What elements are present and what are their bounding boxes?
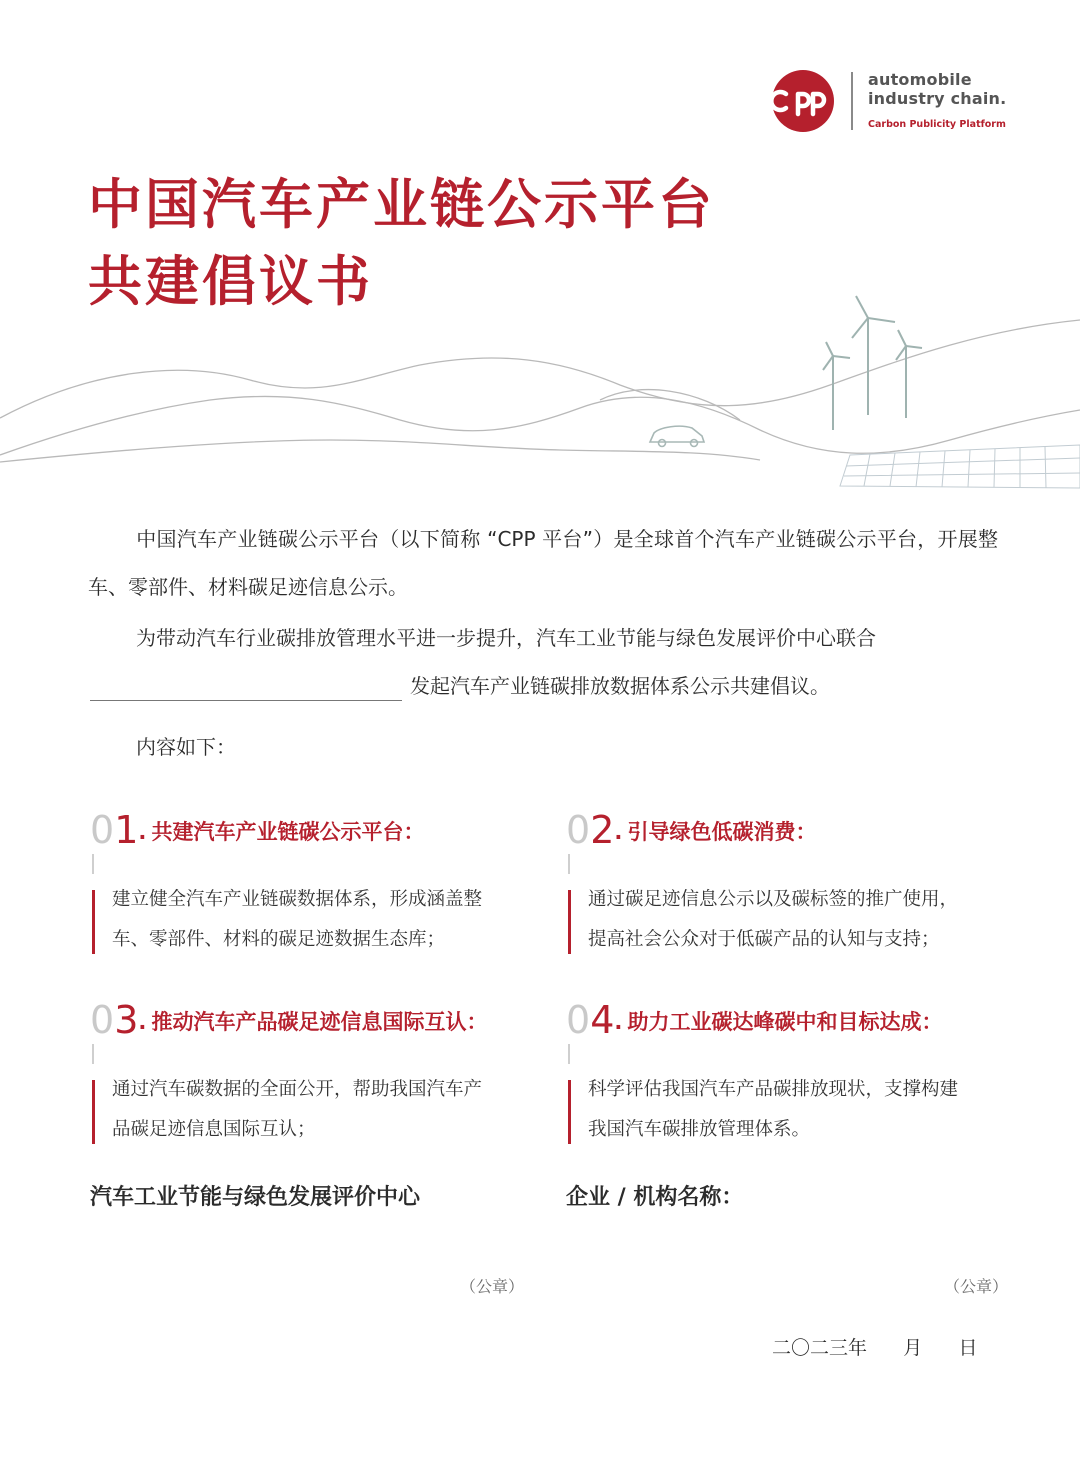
intro-paragraph-1: 中国汽车产业链碳公示平台（以下简称 “CPP 平台”）是全球首个汽车产业链碳公示平台，开展整车、零部件、材料碳足迹信息公示。 — [88, 527, 998, 599]
section-body-line: 品碳足迹信息国际互认； — [112, 1119, 316, 1140]
section-number: 03 — [90, 998, 139, 1042]
logo-text-automobile: automobile — [868, 70, 972, 89]
section-body-line: 通过碳足迹信息公示以及碳标签的推广使用， — [588, 889, 959, 910]
section-accent-bar — [568, 1080, 571, 1144]
content-label: 内容如下： — [136, 735, 236, 759]
section-body-line: 科学评估我国汽车产品碳排放现状，支撑构建 — [588, 1079, 959, 1100]
seal-left-label: （公章） — [460, 1277, 525, 1296]
section-title-dot: . — [138, 820, 147, 844]
logo-text-industry-chain: industry chain. — [868, 89, 1007, 108]
section-title-dot: . — [138, 1010, 147, 1034]
section-body-line: 提高社会公众对于低碳产品的认知与支持； — [588, 929, 940, 950]
blank-fill-line — [90, 700, 402, 701]
signatory-right-org-label: 企业 / 机构名称： — [566, 1185, 744, 1210]
cpp-logo-icon — [772, 70, 834, 132]
section-number: 04 — [566, 998, 615, 1042]
section-4 — [566, 998, 1006, 1150]
section-accent-bar — [568, 890, 571, 954]
section-2 — [566, 808, 1006, 960]
section-body-line: 建立健全汽车产业链碳数据体系，形成涵盖整 — [112, 889, 483, 910]
logo-text-platform: Carbon Publicity Platform — [868, 119, 1006, 130]
section-title: 助力工业碳达峰碳中和目标达成： — [627, 1010, 943, 1034]
intro-paragraph-2: 为带动汽车行业碳排放管理水平进一步提升，汽车工业节能与绿色发展评价中心联合 发起汽车产业链碳排放数据体系公示共建倡议。 — [136, 626, 876, 698]
page-title-line2: 共建倡议书 — [88, 250, 373, 313]
section-title-dot: . — [614, 820, 623, 844]
signature-date: 二〇二三年 月 日 — [772, 1337, 978, 1359]
section-title-dot: . — [614, 1010, 623, 1034]
landscape-illustration — [0, 290, 1080, 500]
section-tick — [92, 1044, 94, 1064]
section-title: 引导绿色低碳消费： — [627, 820, 817, 844]
seal-right-label: （公章） — [944, 1277, 1009, 1296]
section-accent-bar — [92, 890, 95, 954]
signatory-left-org: 汽车工业节能与绿色发展评价中心 — [90, 1185, 421, 1210]
section-3 — [90, 998, 530, 1150]
section-1 — [90, 808, 530, 960]
section-accent-bar — [92, 1080, 95, 1144]
section-number: 02 — [566, 808, 615, 852]
section-tick — [92, 854, 94, 874]
solar-panel-icon — [840, 445, 1080, 488]
logo-divider — [851, 72, 853, 130]
section-body-line: 通过汽车碳数据的全面公开，帮助我国汽车产 — [112, 1079, 483, 1100]
section-tick — [568, 1044, 570, 1064]
section-number: 01 — [90, 808, 139, 852]
page-title-line1: 中国汽车产业链公示平台 — [88, 173, 715, 236]
section-body-line: 我国汽车碳排放管理体系。 — [588, 1119, 811, 1140]
section-body-line: 车、零部件、材料的碳足迹数据生态库； — [112, 929, 446, 950]
car-icon — [650, 426, 704, 446]
section-title: 推动汽车产品碳足迹信息国际互认： — [151, 1010, 488, 1034]
section-tick — [568, 854, 570, 874]
section-title: 共建汽车产业链碳公示平台： — [151, 820, 425, 844]
wind-turbine-icon — [823, 296, 922, 430]
